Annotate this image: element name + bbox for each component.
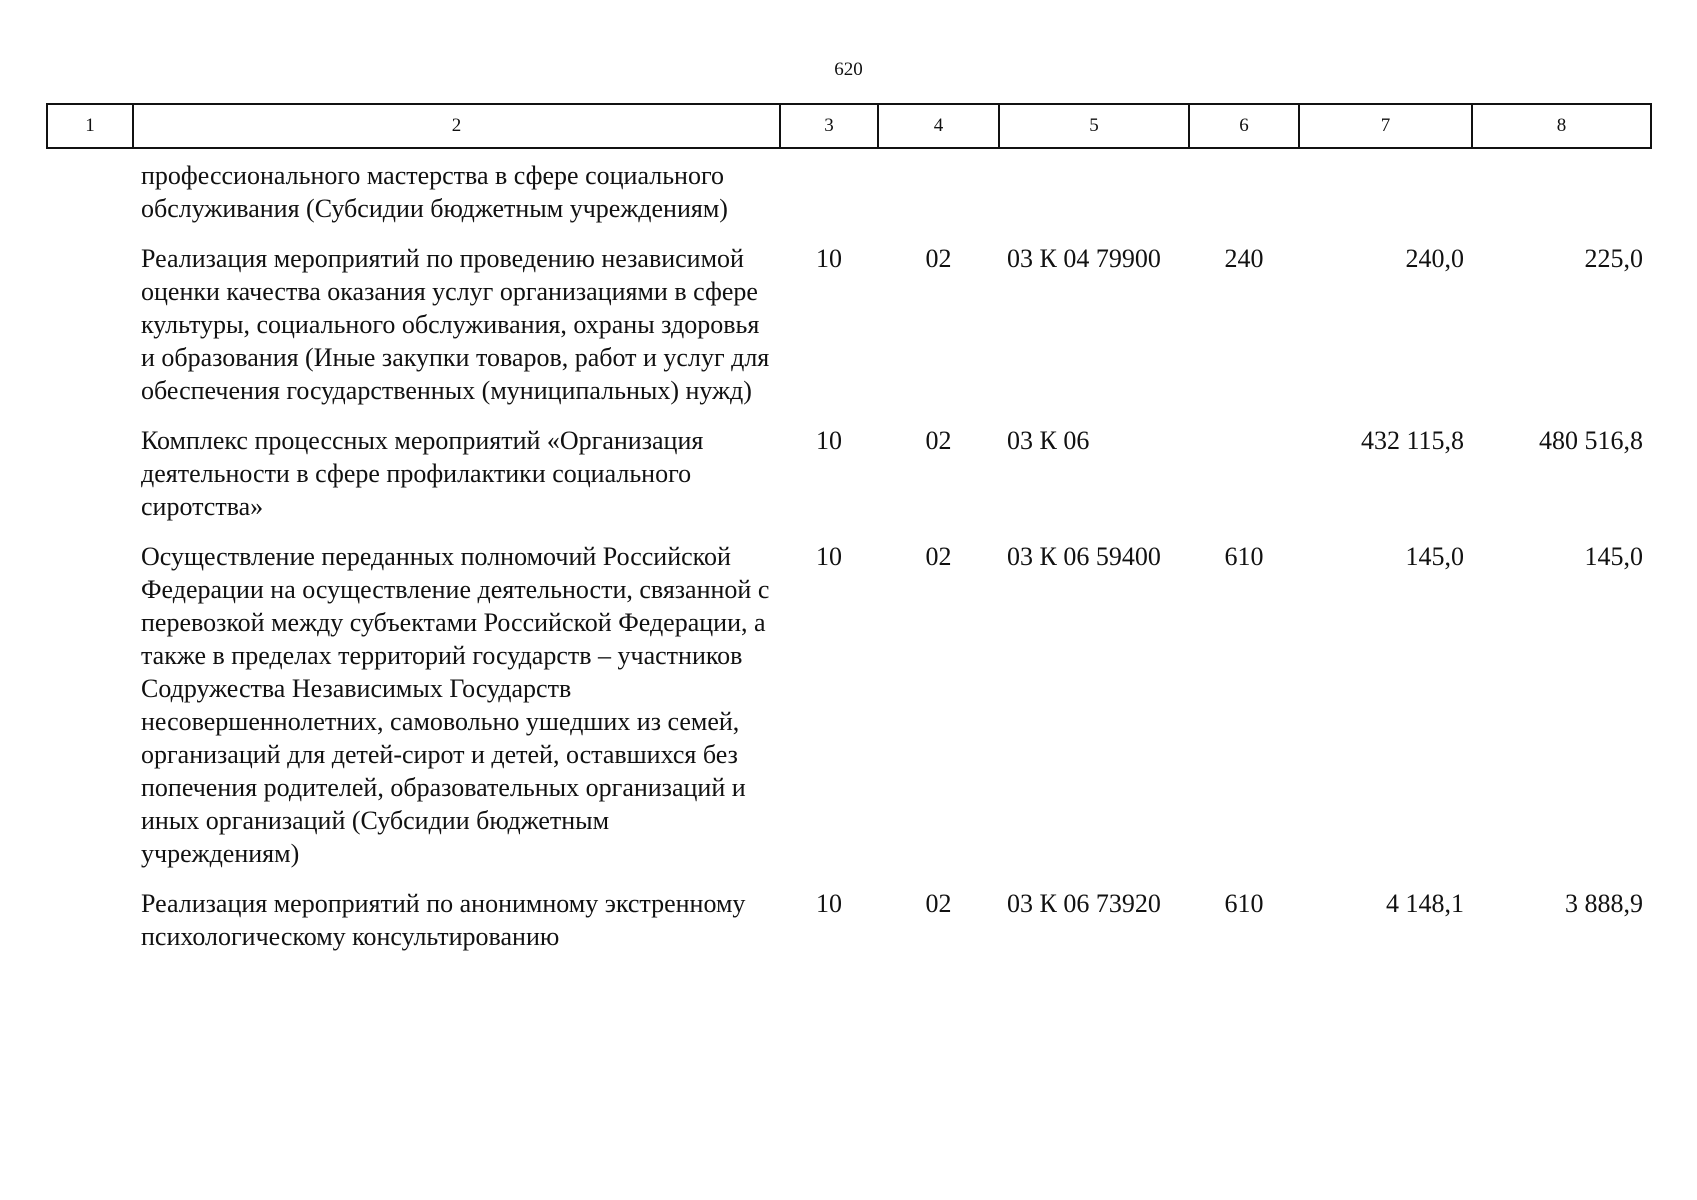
row-target-article: 03 К 06 73920 bbox=[1007, 889, 1161, 918]
row-name: Осуществление переданных полномочий Российской Федерации на осуществление деятельности, связанной с перевозкой между субъектами Российской Федерации, а также в пределах территорий государств – участников Содружества Независимых Государств несовершеннолетних, самовольно ушедших из семей, организаций для детей-сирот и детей, оставшихся без попечения родителей, образовательных организаций и иных организаций (Субсидии бюджетным учреждениям) bbox=[141, 542, 770, 868]
row-name: Реализация мероприятий по проведению независимой оценки качества оказания услуг организациями в сфере культуры, социального обслуживания, охраны здоровья и образования (Иные закупки товаров, работ и услуг для обеспечения государственных (муниципальных) нужд) bbox=[141, 244, 770, 405]
row-amount-year2: 225,0 bbox=[1584, 244, 1643, 273]
row-name: Реализация мероприятий по анонимному экстренному психологическому консультированию bbox=[141, 889, 746, 951]
row-expense-type: 240 bbox=[1224, 244, 1264, 273]
header-row bbox=[47, 104, 1651, 148]
header-col-3: 3 bbox=[780, 104, 878, 148]
row-amount-year2: 3 888,9 bbox=[1565, 889, 1643, 918]
table-row bbox=[47, 424, 1651, 540]
row-amount-year1: 240,0 bbox=[1405, 244, 1464, 273]
row-target-article: 03 К 06 bbox=[1007, 426, 1090, 455]
row-amount-year2 bbox=[1472, 148, 1651, 242]
header-col-2: 2 bbox=[133, 104, 780, 148]
row-target-article: 03 К 06 59400 bbox=[1007, 542, 1161, 571]
row-section: 10 bbox=[816, 889, 842, 918]
table-row bbox=[47, 887, 1651, 970]
row-amount-year1: 432 115,8 bbox=[1360, 426, 1464, 455]
header-col-1: 1 bbox=[47, 104, 133, 148]
row-target-article: 03 К 04 79900 bbox=[1007, 244, 1161, 273]
budget-table bbox=[46, 103, 1652, 970]
row-amount-year2: 480 516,8 bbox=[1539, 426, 1643, 455]
row-section bbox=[780, 148, 878, 242]
header-col-8: 8 bbox=[1472, 104, 1651, 148]
page-number: 620 bbox=[834, 59, 863, 80]
row-amount-year1: 4 148,1 bbox=[1386, 889, 1464, 918]
row-name: профессионального мастерства в сфере социального обслуживания (Субсидии бюджетным учреждениям) bbox=[141, 161, 728, 223]
header-col-7: 7 bbox=[1299, 104, 1472, 148]
row-subsection: 02 bbox=[925, 889, 952, 918]
row-section: 10 bbox=[816, 542, 842, 571]
header-col-4: 4 bbox=[878, 104, 999, 148]
row-expense-type: 610 bbox=[1224, 542, 1264, 571]
row-subsection bbox=[878, 148, 999, 242]
row-name: Комплекс процессных мероприятий «Организация деятельности в сфере профилактики социального сиротства» bbox=[141, 426, 704, 521]
table-row bbox=[47, 148, 1651, 242]
row-expense-type: 610 bbox=[1224, 889, 1264, 918]
row-target-article bbox=[999, 148, 1189, 242]
table-body bbox=[47, 148, 1651, 970]
row-amount-year1 bbox=[1299, 148, 1472, 242]
row-amount-year1: 145,0 bbox=[1405, 542, 1464, 571]
row-section: 10 bbox=[816, 244, 842, 273]
table-header bbox=[47, 104, 1651, 148]
header-col-5: 5 bbox=[999, 104, 1189, 148]
row-section: 10 bbox=[816, 426, 842, 455]
header-col-6: 6 bbox=[1189, 104, 1299, 148]
table-row bbox=[47, 540, 1651, 887]
row-subsection: 02 bbox=[925, 244, 952, 273]
row-amount-year2: 145,0 bbox=[1584, 542, 1643, 571]
row-subsection: 02 bbox=[925, 426, 952, 455]
row-expense-type bbox=[1189, 424, 1299, 540]
table-row bbox=[47, 242, 1651, 424]
row-subsection: 02 bbox=[925, 542, 952, 571]
row-expense-type bbox=[1189, 148, 1299, 242]
